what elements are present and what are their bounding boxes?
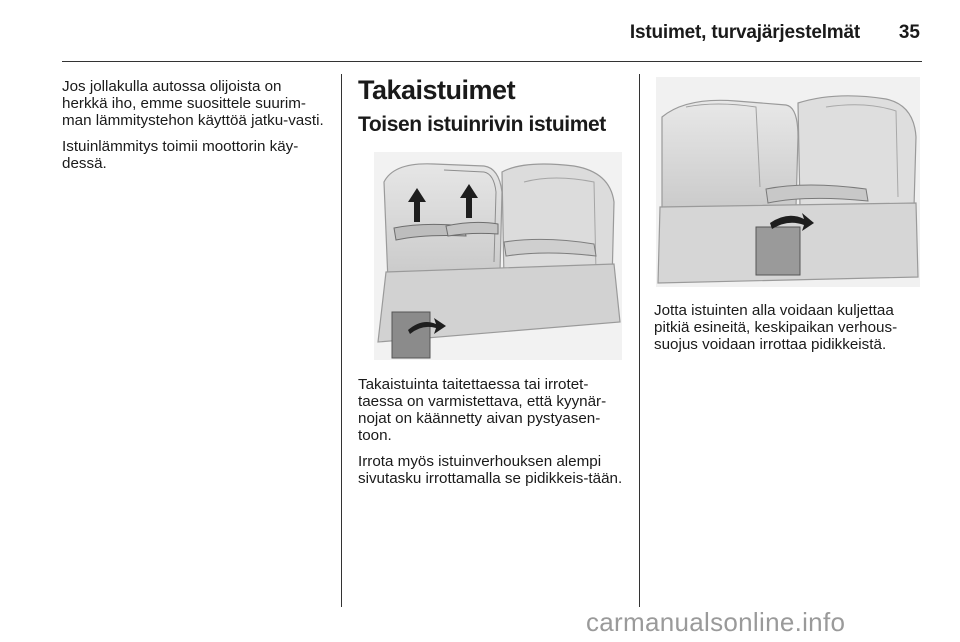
paragraph: Jotta istuinten alla voidaan kuljettaa pitkiä esineitä, keskipaikan verhous-suojus voidaan irrottaa pidikkeistä. bbox=[654, 302, 898, 353]
paragraph: Jos jollakulla autossa olijoista on herkkä iho, emme suosittele suurim-man lämmitystehon käyttöä jatku-vasti. bbox=[62, 78, 324, 129]
column-2-body bbox=[358, 376, 630, 496]
column-2-heading bbox=[358, 74, 630, 138]
paragraph: Irrota myös istuinverhouksen alempi sivutasku irrottamalla se pidikkeis-tään. bbox=[358, 453, 623, 487]
column-1 bbox=[62, 78, 330, 181]
column-divider-2 bbox=[639, 74, 640, 607]
column-divider-1 bbox=[341, 74, 342, 607]
watermark: carmanualsonline.info bbox=[586, 607, 846, 637]
trim-cover-illustration bbox=[656, 77, 920, 287]
page-number: 35 bbox=[898, 22, 920, 43]
seat-armrest-illustration bbox=[374, 152, 622, 360]
paragraph: Takaistuinta taitettaessa tai irrotet-taessa on varmistettava, että kyynär-nojat on käännetty aivan pystyasen-toon. bbox=[358, 376, 607, 444]
paragraph: Istuinlämmitys toimii moottorin käy-dessä. bbox=[62, 138, 299, 172]
page-header-title: Istuimet, turvajärjestelmät bbox=[629, 22, 860, 43]
column-3-body bbox=[654, 302, 924, 353]
section-title: Takaistuimet bbox=[358, 75, 516, 105]
subsection-title: Toisen istuinrivin istuimet bbox=[358, 113, 606, 136]
header-divider bbox=[62, 61, 922, 62]
